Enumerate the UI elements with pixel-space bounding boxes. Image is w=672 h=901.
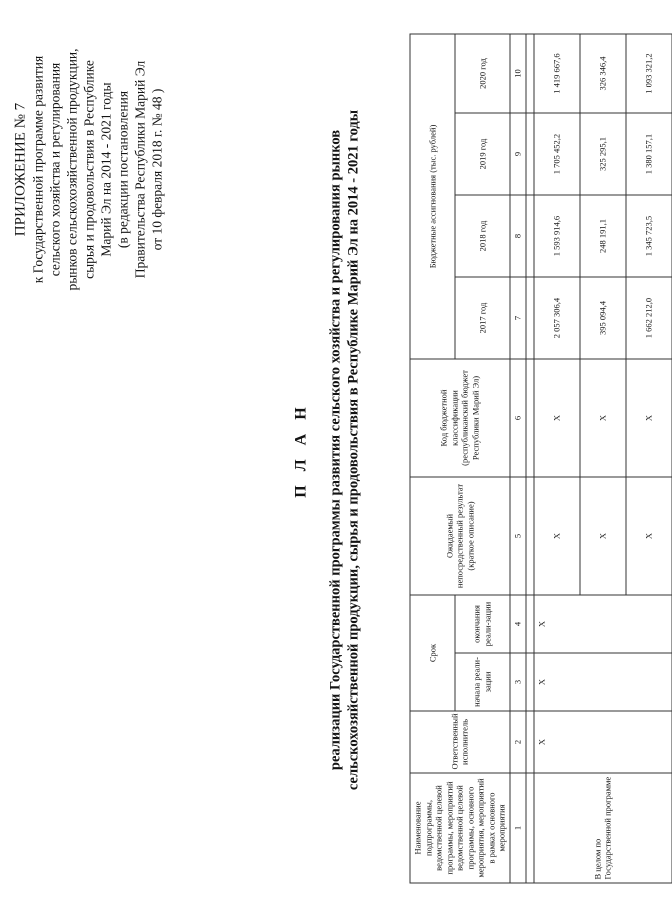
appendix-line: сельского хозяйства и регулирования bbox=[47, 62, 63, 277]
column-number: 8 bbox=[510, 195, 526, 277]
column-number: 6 bbox=[510, 359, 526, 477]
row-name: В целом по Государственной программе bbox=[534, 773, 672, 883]
header-term-end: окончания реали-зации bbox=[455, 595, 510, 653]
plan-table bbox=[410, 34, 672, 884]
header-row bbox=[410, 34, 455, 883]
header-name: Наименование подпрограммы, ведомственной целевой программы, мероприятий ведомственной целевой программы, основного мероприятия, мероприятий в рамках основного мероприятия bbox=[410, 773, 510, 883]
header-year-2018: 2018 год bbox=[455, 195, 510, 277]
table-row bbox=[526, 34, 534, 883]
appendix-line: (в редакции постановления bbox=[115, 90, 131, 249]
appendix-line: сырья и продовольствия в Республике bbox=[81, 60, 97, 279]
column-number: 3 bbox=[510, 653, 526, 711]
row-value-2020: 1 093 321,2 bbox=[626, 34, 672, 113]
column-number: 7 bbox=[510, 277, 526, 359]
column-number: 9 bbox=[510, 113, 526, 195]
appendix-line: к Государственной программе развития bbox=[30, 55, 46, 284]
row-value-2019: 1 380 157,1 bbox=[626, 113, 672, 195]
row-end: Х bbox=[534, 595, 672, 653]
row-result: Х bbox=[580, 477, 626, 595]
appendix-line: от 10 февраля 2018 г. № 48 ) bbox=[149, 88, 165, 251]
plan-heading: П Л А Н bbox=[292, 402, 310, 498]
header-result: Ожидаемый непосредственный результат (краткое описание) bbox=[410, 477, 510, 595]
row-executor: Х bbox=[534, 711, 672, 773]
header-budget: Бюджетные ассигнования (тыс. рублей) bbox=[410, 34, 455, 359]
row-kbk: Х bbox=[534, 359, 580, 477]
header-kbk: Код бюджетной классификации (республиканский бюджет Республики Марий Эл) bbox=[410, 359, 510, 477]
appendix-line: рынков сельскохозяйственной продукции, bbox=[64, 48, 80, 291]
row-value-2018: 1 345 723,5 bbox=[626, 195, 672, 277]
column-number: 4 bbox=[510, 595, 526, 653]
column-number: 2 bbox=[510, 711, 526, 773]
appendix-line: Правительства Республики Марий Эл bbox=[132, 60, 148, 279]
column-number: 5 bbox=[510, 477, 526, 595]
rotated-page bbox=[1, 0, 654, 901]
header-executor: Ответственный исполнитель bbox=[410, 711, 510, 773]
row-result: Х bbox=[626, 477, 672, 595]
row-start: Х bbox=[534, 653, 672, 711]
appendix-title: ПРИЛОЖЕНИЕ № 7 bbox=[12, 102, 29, 237]
plan-subtitle-line-1: реализации Государственной программы развития сельского хозяйства и регулирования рынков bbox=[327, 129, 344, 771]
header-term: Срок bbox=[410, 595, 455, 711]
row-value-2020: 1 419 667,6 bbox=[534, 34, 580, 113]
row-value-2017: 1 662 212,0 bbox=[626, 277, 672, 359]
column-number: 10 bbox=[510, 34, 526, 113]
row-value-2019: 1 705 452,2 bbox=[534, 113, 580, 195]
plan-subtitle-line-2: сельскохозяйственной продукции, сырья и продовольствия в Республике Марий Эл на 2014 - 2021 годы bbox=[345, 109, 362, 791]
row-value-2018: 248 191,1 bbox=[580, 195, 626, 277]
row-value-2017: 395 094,4 bbox=[580, 277, 626, 359]
appendix-line: Марий Эл на 2014 - 2021 годы bbox=[98, 82, 114, 257]
table-row bbox=[534, 34, 580, 883]
header-term-start: начала реали-зации bbox=[455, 653, 510, 711]
row-value-2020: 326 346,4 bbox=[580, 34, 626, 113]
header-year-2020: 2020 год bbox=[455, 34, 510, 113]
row-value-2017: 2 057 306,4 bbox=[534, 277, 580, 359]
column-number: 1 bbox=[510, 773, 526, 883]
header-year-2019: 2019 год bbox=[455, 113, 510, 195]
header-year-2017: 2017 год bbox=[455, 277, 510, 359]
column-number-row bbox=[510, 34, 526, 883]
row-result: Х bbox=[534, 477, 580, 595]
appendix-block bbox=[13, 14, 166, 326]
row-value-2018: 1 593 914,6 bbox=[534, 195, 580, 277]
row-value-2019: 325 295,1 bbox=[580, 113, 626, 195]
row-kbk: Х bbox=[580, 359, 626, 477]
row-kbk: Х bbox=[626, 359, 672, 477]
plan-subtitle bbox=[327, 40, 363, 861]
